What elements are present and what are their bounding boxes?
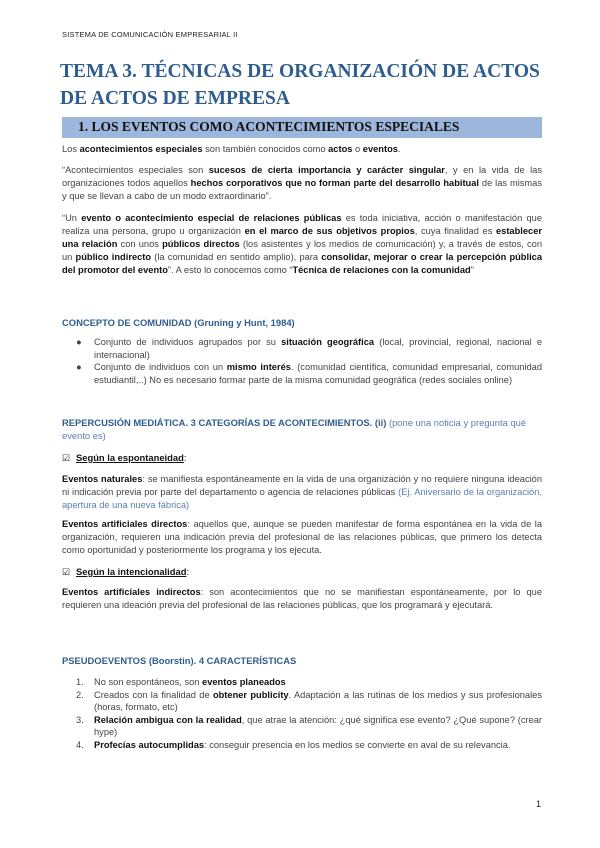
checkbox-icon: ☑ — [62, 567, 71, 577]
list-item: 3. Relación ambigua con la realidad, que atrae la atención: ¿qué significa ese evento? ¿Qué supone? (crear hype) — [76, 714, 543, 737]
checkbox-icon: ☑ — [62, 453, 71, 463]
list-item: ● Conjunto de individuos con un mismo interés. (comunidad científica, comunidad empresarial, comunidad estudiantil,..) No es necesario formar parte de la misma comunidad geográfica (redes sociales online) — [76, 362, 542, 385]
paragraph-intro: Los acontecimientos especiales son también conocidos como actos o eventos. — [62, 144, 401, 154]
subheading-comunidad: CONCEPTO DE COMUNIDAD (Gruning y Hunt, 1984) — [62, 317, 295, 328]
list-item: ● Conjunto de individuos agrupados por su situación geográfica (local, provincial, regional, nacional e internacional) — [76, 337, 542, 360]
checkbox-espontaneidad: ☑ Según la espontaneidad: — [62, 452, 187, 463]
subheading-repercusion: REPERCUSIÓN MEDIÁTICA. 3 CATEGORÍAS DE ACONTECIMIENTOS. (ii) (pone una noticia y pregunta qué evento es) — [62, 417, 527, 441]
running-header: SISTEMA DE COMUNICACIÓN EMPRESARIAL II — [62, 30, 238, 39]
paragraph-eventos-naturales: Eventos naturales: se manifiesta espontáneamente en la vida de una organización y no requiere ninguna ideación ni indicación previa por parte del departamento o agencia de relaciones públicas (Ej. Aniversario de la organización, apertura de una nueva fábrica) — [62, 474, 542, 510]
bullet-icon: ● — [76, 337, 82, 347]
paragraph-eventos-directos: Eventos artificiales directos: aquellos que, aunque se pueden manifestar de forma espontánea en la vida de la organización, requieren una indicación previa del profesional de las relaciones públicas, que primero los detecta como oportunidad y posteriormente los programa y los ejecuta. — [62, 519, 542, 555]
checkbox-intencionalidad: ☑ Según la intencionalidad: — [62, 566, 190, 577]
paragraph-definition-2: “Un evento o acontecimiento especial de relaciones públicas es toda iniciativa, acción o manifestación que realiza una persona, grupo u organización en el marco de sus objetivos propios, cuya finalidad es establecer una relación con unos públicos directos (los asistentes y los medios de comunicación) y, a través de estos, con un público indirecto (la comunidad en sentido amplio), para consolidar, mejorar o crear la percepción pública del promotor del evento”. A esto lo conocemos como “Técnica de relaciones con la comunidad” — [62, 213, 542, 275]
pseudoeventos-list — [76, 676, 542, 751]
comunidad-list — [76, 336, 542, 386]
list-item: 1. No son espontáneos, son eventos planeados — [76, 677, 286, 687]
page-number: 1 — [536, 799, 542, 809]
paragraph-definition-1: “Acontecimientos especiales son sucesos de cierta importancia y carácter singular, y en la vida de las organizaciones todos aquellos hechos corporativos que no forman parte del desarrollo habitual de las mismas y que se llevan a cabo de un modo extraordinario”. — [62, 165, 542, 201]
list-item: 4. Profecías autocumplidas: conseguir presencia en los medios se convierte en aval de su relevancia. — [76, 739, 511, 750]
bullet-icon: ● — [76, 362, 82, 372]
section-heading: 1. LOS EVENTOS COMO ACONTECIMIENTOS ESPECIALES — [78, 119, 460, 134]
subheading-pseudoeventos: PSEUDOEVENTOS (Boorstin). 4 CARACTERÍSTICAS — [62, 655, 297, 666]
page-title: TEMA 3. TÉCNICAS DE ORGANIZACIÓN DE ACTOS DE ACTOS DE EMPRESA — [60, 61, 540, 109]
list-item: 2. Creados con la finalidad de obtener publicity. Adaptación a las rutinas de los medios y sus profesionales (horas, formato, etc) — [76, 689, 542, 712]
paragraph-eventos-indirectos: Eventos artificiales indirectos: son acontecimientos que no se manifiestan espontáneamente, por lo que requieren una ideación previa del profesional de las relaciones públicas, que los programará y ejecutará. — [62, 587, 542, 610]
